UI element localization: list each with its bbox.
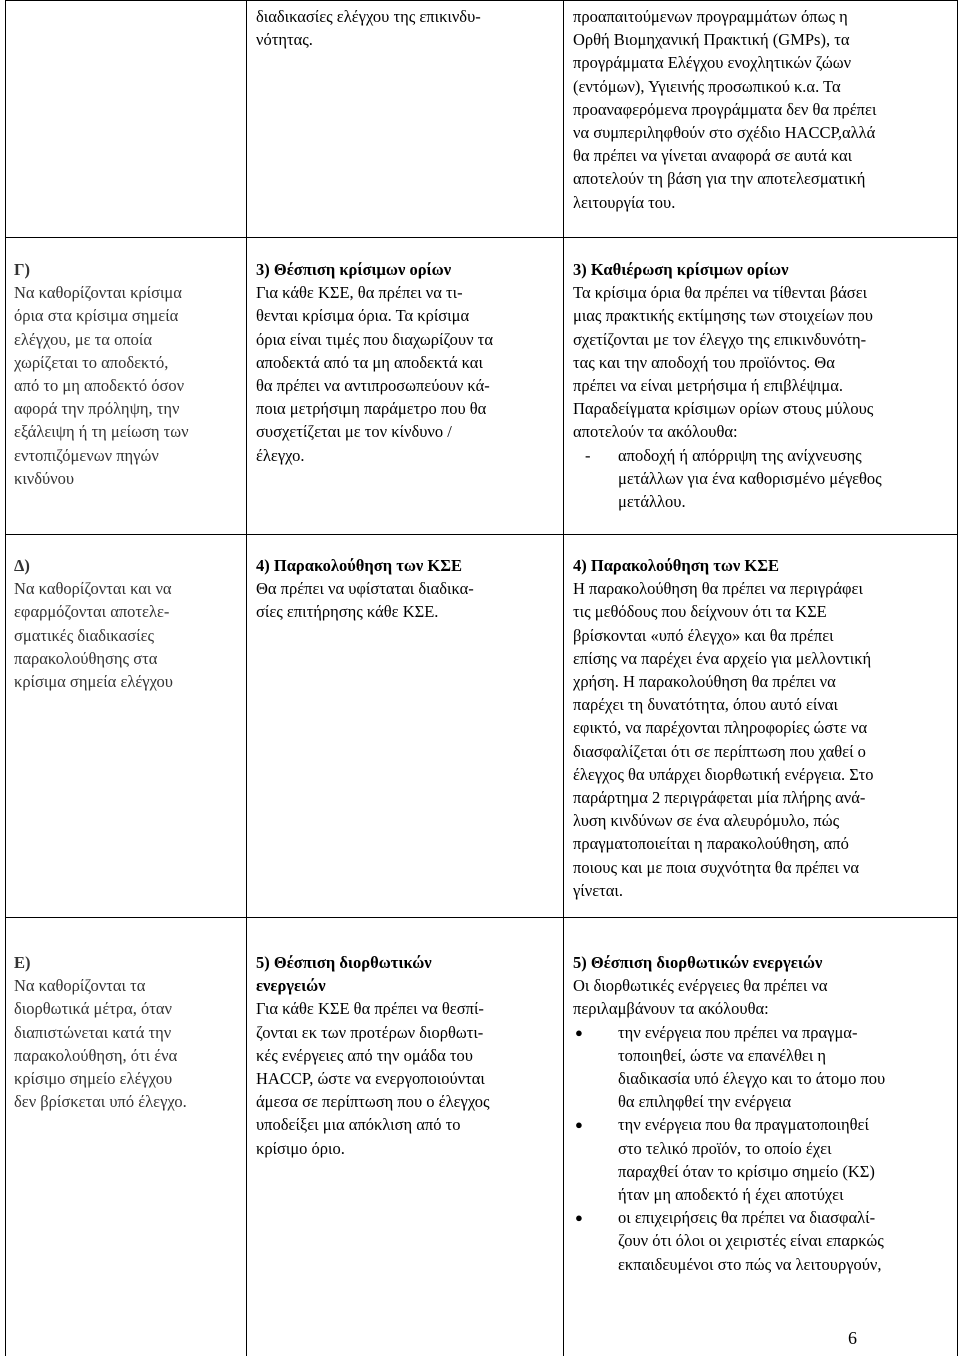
haccp-table (5, 0, 958, 1356)
bullet-marker: ● (575, 1113, 583, 1136)
list-item (573, 1206, 949, 1276)
requirement-text: διαδικασίες ελέγχου της επικινδυ- νότητας. (256, 5, 555, 51)
requirement-text: Θα πρέπει να υφίσταται διαδικα- σίες επιτήρησης κάθε ΚΣΕ. (256, 577, 555, 623)
bullet-marker: ● (575, 1021, 583, 1044)
table-row (6, 238, 958, 535)
list-item-text: την ενέργεια που πρέπει να πραγμα- τοποιηθεί, ώστε να επανέλθει η διαδικασία υπό έλεγχο και το άτομο που θα επιληφθεί την ενέργεια (618, 1023, 885, 1112)
list-item (573, 1113, 949, 1206)
guidance-cell (564, 1, 958, 238)
list-item-text: την ενέργεια που θα πραγματοποιηθεί στο τελικό προϊόν, το οποίο έχει παραχθεί όταν το κρίσιμο σημείο (ΚΣ) ήταν μη αποδεκτό ή έχει αποτύχει (618, 1115, 875, 1204)
guidance-text: προαπαιτούμενων προγραμμάτων όπως η Ορθή Βιομηχανική Πρακτική (GMPs), τα προγράμματα Ελέγχου ενοχλητικών ζώων (εντόμων), Υγιεινής προσωπικού κ.α. Τα προαναφερόμενα προγράμματα δεν θα πρέπει να συμπεριληφθούν στο σχέδιο HACCP,αλλά θα πρέπει να γίνεται αναφορά σε αυτά και αποτελούν τη βάση για την αποτελεσματική λειτουργία του. (573, 5, 949, 214)
requirement-heading: 4) Παρακολούθηση των ΚΣΕ (256, 554, 555, 577)
requirement-cell (247, 238, 564, 535)
list-item-text: οι επιχειρήσεις θα πρέπει να διασφαλί- ζουν ότι όλοι οι χειριστές είναι επαρκώς εκπαιδευμένοι στο πώς να λειτουργούν, (618, 1208, 884, 1273)
principle-label: Γ) (14, 258, 238, 281)
table-row (6, 535, 958, 918)
requirement-cell (247, 918, 564, 1356)
list-item (573, 444, 949, 514)
guidance-text: Η παρακολούθηση θα πρέπει να περιγράφει τις μεθόδους που δείχνουν ότι τα ΚΣΕ βρίσκονται «υπό έλεγχο» και θα πρέπει επίσης να παρέχει ένα αρχείο για μελλοντική χρήση. Η παρακολούθηση θα πρέπει να παρέχει τη δυνατότητα, όπου αυτό είναι εφικτό, να παρέχονται πληροφορίες ώστε να διασφαλίζεται ότι σε περίπτωση που χαθεί ο έλεγχος θα υπάρχει διορθωτική ενέργεια. Στο παράρτημα 2 περιγράφεται μία πλήρης ανά- λυση κινδύνων σε ένα αλευρόμυλο, πώς πραγματοποιείται η παρακολούθηση, από ποιους και με ποια συχνότητα θα πρέπει να γίνεται. (573, 577, 949, 902)
guidance-list (573, 1021, 949, 1276)
bullet-marker: ● (575, 1206, 583, 1229)
list-item (573, 1021, 949, 1114)
principle-cell (6, 1, 247, 238)
principle-text: Να καθορίζονται και να εφαρμόζονται αποτελε- σματικές διαδικασίες παρακολούθησης στα κρίσιμα σημεία ελέγχου (14, 577, 238, 693)
principle-label: Ε) (14, 951, 238, 974)
requirement-cell (247, 535, 564, 918)
guidance-text: Οι διορθωτικές ενέργειες θα πρέπει να περιλαμβάνουν τα ακόλουθα: (573, 974, 949, 1020)
table-row (6, 1, 958, 238)
guidance-text: Τα κρίσιμα όρια θα πρέπει να τίθενται βάσει μιας πρακτικής εκτίμησης των στοιχείων που σχετίζονται με τον έλεγχο της επικινδυνότη- τας και την αποδοχή του προϊόντος. Θα πρέπει να είναι μετρήσιμα ή επιβλέψιμα. Παραδείγματα κρίσιμων ορίων στους μύλους αποτελούν τα ακόλουθα: (573, 281, 949, 443)
principle-text: Να καθορίζονται τα διορθωτικά μέτρα, όταν διαπιστώνεται κατά την παρακολούθηση, ότι ένα κρίσιμο σημείο ελέγχου δεν βρίσκεται υπό έλεγχο. (14, 974, 238, 1113)
principle-cell (6, 535, 247, 918)
principle-label: Δ) (14, 554, 238, 577)
table-row (6, 918, 958, 1356)
requirement-text: Για κάθε ΚΣΕ, θα πρέπει να τι- θενται κρίσιμα όρια. Τα κρίσιμα όρια είναι τιμές που διαχωρίζουν τα αποδεκτά από τα μη αποδεκτά και θα πρέπει να αντιπροσωπεύουν κά- ποια μετρήσιμη παράμετρο που θα συσχετίζεται με τον κίνδυνο / έλεγχο. (256, 281, 555, 467)
guidance-cell (564, 238, 958, 535)
requirement-heading: 3) Θέσπιση κρίσιμων ορίων (256, 258, 555, 281)
principle-cell (6, 238, 247, 535)
principle-text: Να καθορίζονται κρίσιμα όρια στα κρίσιμα σημεία ελέγχου, με τα οποία χωρίζεται το αποδεκτό, από το μη αποδεκτό όσον αφορά την πρόληψη, την εξάλειψη ή τη μείωση των εντοπιζόμενων πηγών κινδύνου (14, 281, 238, 490)
requirement-cell (247, 1, 564, 238)
guidance-cell (564, 918, 958, 1356)
list-item-text: αποδοχή ή απόρριψη της ανίχνευσης μετάλλων για ένα καθορισμένο μέγεθος μετάλλου. (618, 446, 882, 511)
dash-marker: - (585, 444, 591, 467)
requirement-text: Για κάθε ΚΣΕ θα πρέπει να θεσπί- ζονται εκ των προτέρων διορθωτι- κές ενέργειες από την ομάδα του HACCP, ώστε να ενεργοποιούνται άμεσα σε περίπτωση που ο έλεγχος υποδείξει μια απόκλιση από το κρίσιμο όριο. (256, 997, 555, 1159)
guidance-cell (564, 535, 958, 918)
guidance-heading: 3) Καθιέρωση κρίσιμων ορίων (573, 258, 949, 281)
guidance-heading: 4) Παρακολούθηση των ΚΣΕ (573, 554, 949, 577)
principle-cell (6, 918, 247, 1356)
page-number: 6 (848, 1328, 857, 1348)
requirement-heading: 5) Θέσπιση διορθωτικών ενεργειών (256, 951, 555, 997)
guidance-heading: 5) Θέσπιση διορθωτικών ενεργειών (573, 951, 949, 974)
guidance-list (573, 444, 949, 514)
